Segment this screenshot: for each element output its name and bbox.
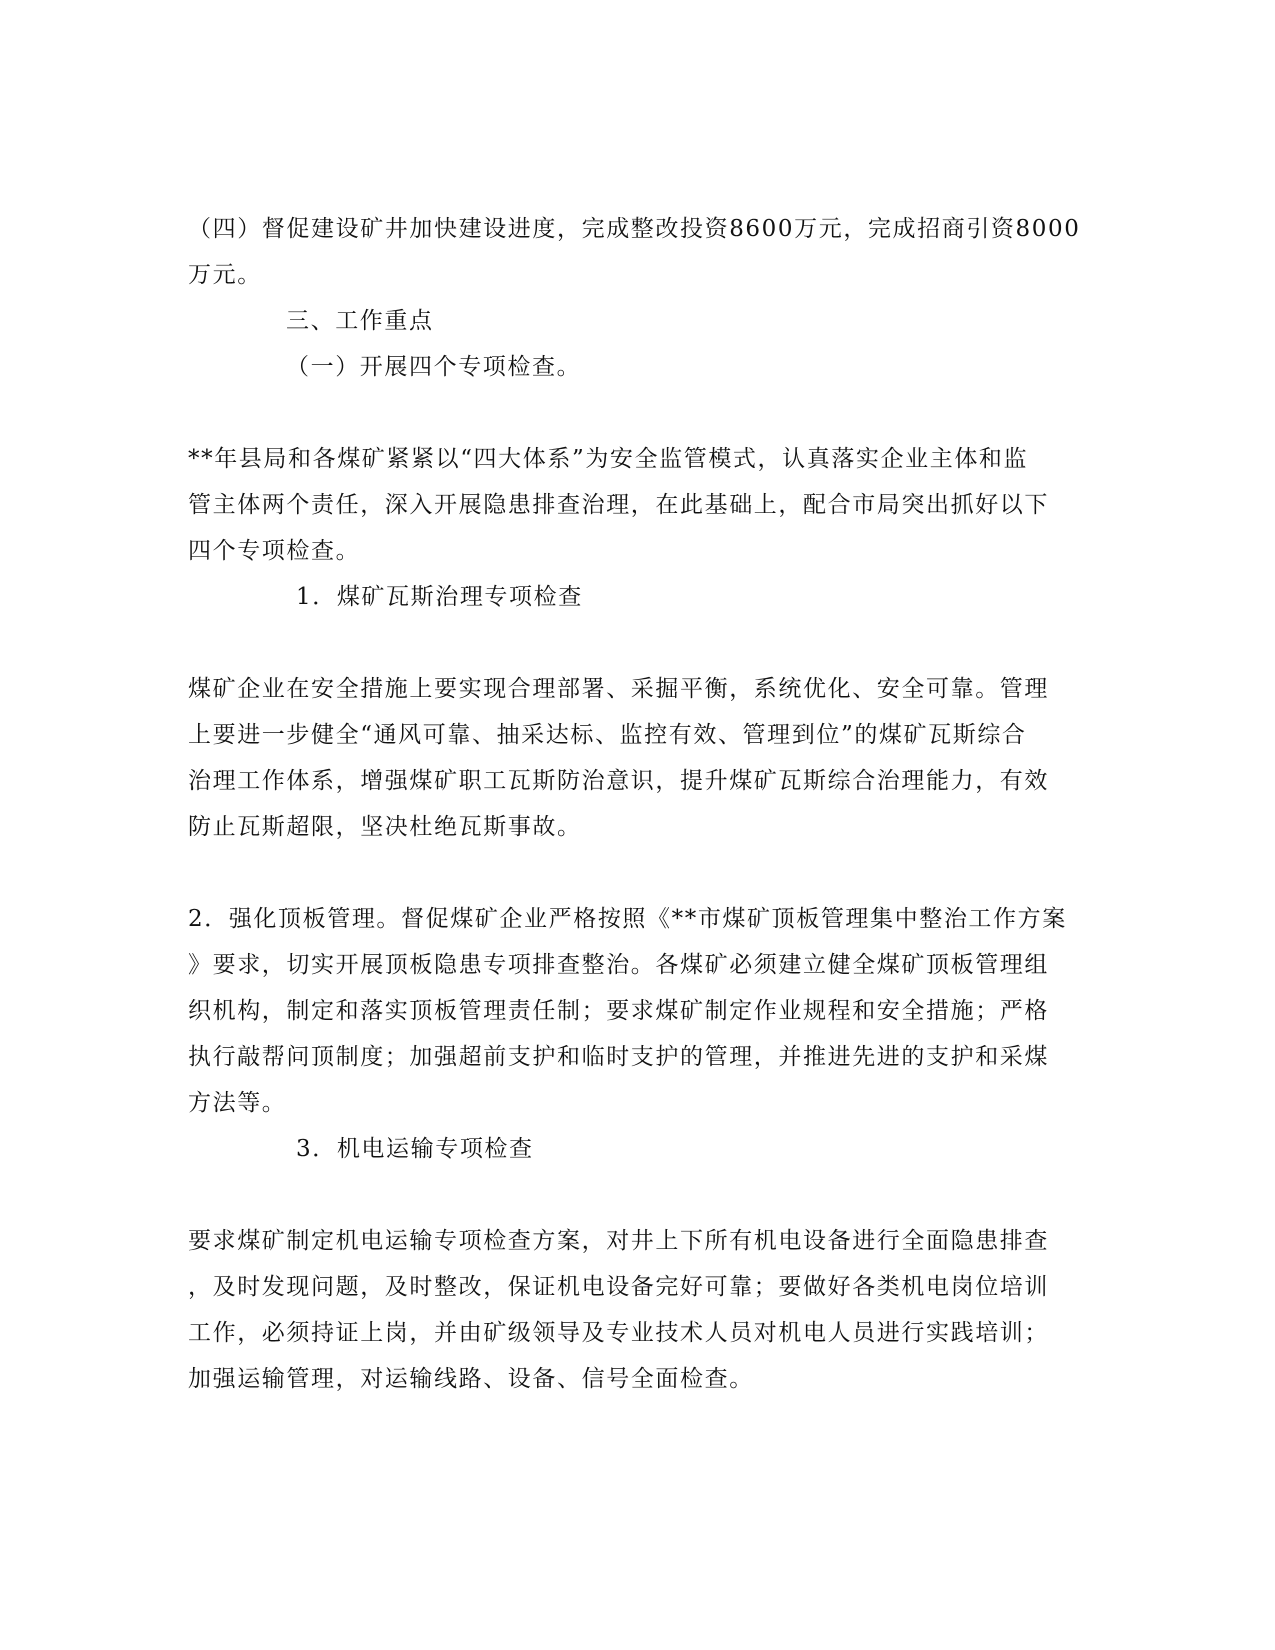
text-line: **年县局和各煤矿紧紧以“四大体系”为安全监管模式，认真落实企业主体和监 (188, 446, 1029, 472)
text-line: 加强运输管理，对运输线路、设备、信号全面检查。 (188, 1366, 754, 1392)
text-line: 四个专项检查。 (188, 538, 361, 564)
text-line: 治理工作体系，增强煤矿职工瓦斯防治意识，提升煤矿瓦斯综合治理能力，有效 (188, 768, 1049, 794)
text-line: 执行敲帮问顶制度；加强超前支护和临时支护的管理，并推进先进的支护和采煤 (188, 1044, 1049, 1070)
item-heading: 1．煤矿瓦斯治理专项检查 (296, 584, 583, 610)
text-line: （四）督促建设矿井加快建设进度，完成整改投资8600万元，完成招商引资8000 (188, 216, 1081, 242)
text-line: 煤矿企业在安全措施上要实现合理部署、采掘平衡，系统优化、安全可靠。管理 (188, 676, 1049, 702)
text-line: 上要进一步健全“通风可靠、抽采达标、监控有效、管理到位”的煤矿瓦斯综合 (188, 722, 1027, 748)
text-line: 防止瓦斯超限，坚决杜绝瓦斯事故。 (188, 814, 582, 840)
text-line: 织机构，制定和落实顶板管理责任制；要求煤矿制定作业规程和安全措施；严格 (188, 998, 1049, 1024)
text-line: 2．强化顶板管理。督促煤矿企业严格按照《**市煤矿顶板管理集中整治工作方案 (188, 906, 1067, 932)
section-heading: 三、工作重点 (286, 308, 434, 334)
text-line: 方法等。 (188, 1090, 287, 1116)
text-line: 》要求，切实开展顶板隐患专项排查整治。各煤矿必须建立健全煤矿顶板管理组 (188, 952, 1049, 978)
text-line: 要求煤矿制定机电运输专项检查方案，对井上下所有机电设备进行全面隐患排查 (188, 1228, 1049, 1254)
subsection-heading: （一）开展四个专项检查。 (286, 354, 582, 380)
text-line: 万元。 (188, 262, 262, 288)
item-heading: 3．机电运输专项检查 (296, 1136, 534, 1162)
text-line: 管主体两个责任，深入开展隐患排查治理，在此基础上，配合市局突出抓好以下 (188, 492, 1049, 518)
text-line: 工作，必须持证上岗，并由矿级领导及专业技术人员对机电人员进行实践培训； (188, 1320, 1049, 1346)
text-line: ，及时发现问题，及时整改，保证机电设备完好可靠；要做好各类机电岗位培训 (188, 1274, 1049, 1300)
